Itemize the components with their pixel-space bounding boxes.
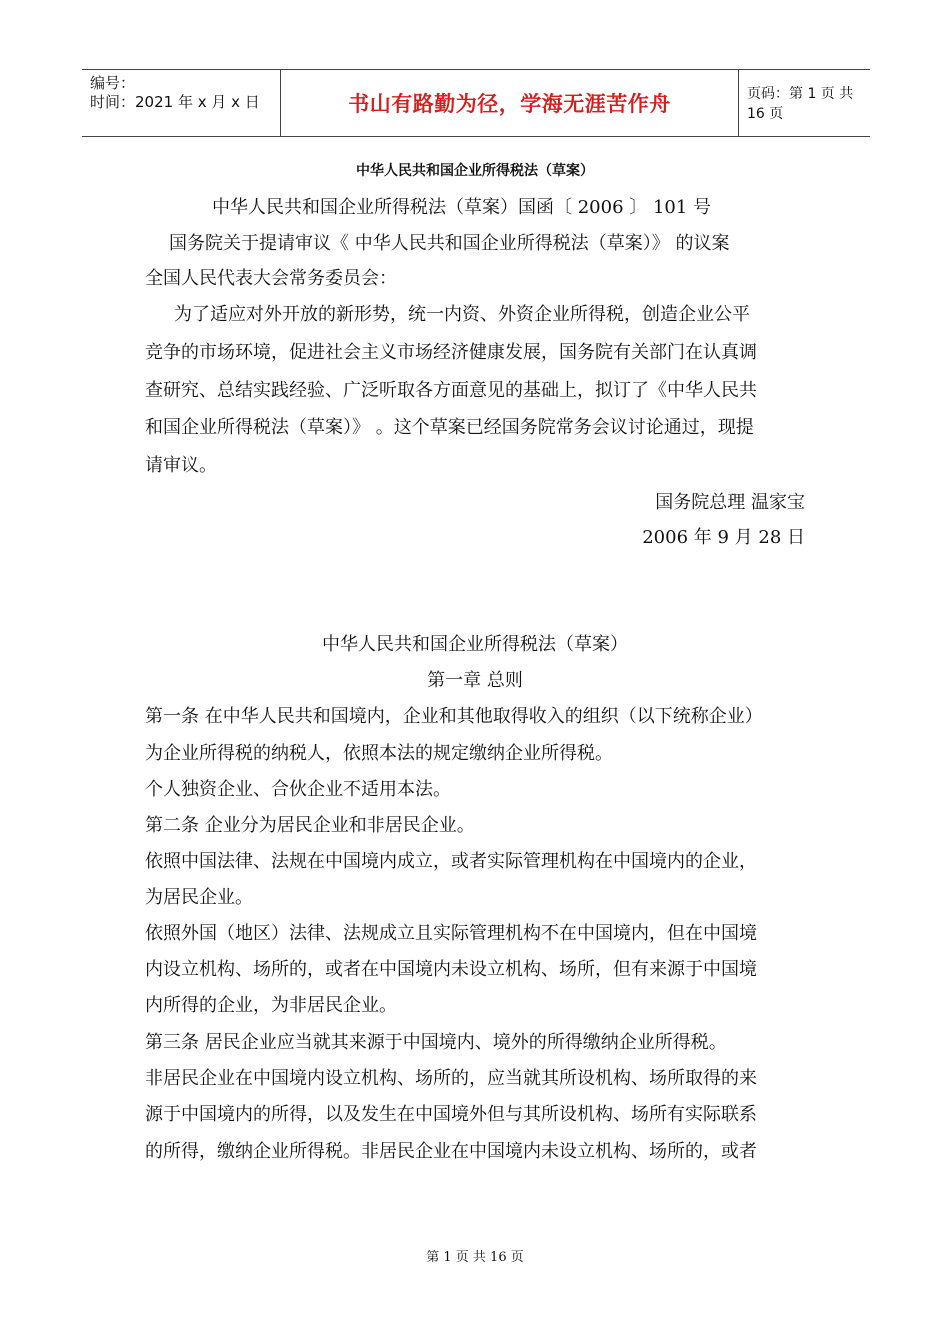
body-line: 内所得的企业，为非居民企业。	[145, 995, 397, 1016]
body-line: 为居民企业。	[145, 887, 253, 908]
body-line: 的所得，缴纳企业所得税。非居民企业在中国境内未设立机构、场所的，或者	[145, 1141, 757, 1162]
intro-line: 和国企业所得税法（草案）》 。这个草案已经国务院常务会议讨论通过，现提	[145, 417, 754, 438]
page-footer: 第 1 页 共 16 页	[426, 1250, 524, 1265]
body-line: 内设立机构、场所的，或者在中国境内未设立机构、场所，但有来源于中国境	[145, 959, 757, 980]
law-title: 中华人民共和国企业所得税法（草案）	[322, 634, 628, 655]
letter-title: 中华人民共和国企业所得税法（草案）国函〔 2006 〕 101 号	[212, 197, 712, 218]
body-line: 依照中国法律、法规在中国境内成立，或者实际管理机构在中国境内的企业，	[145, 851, 757, 872]
time-label: 时间：2021 年 x 月 x 日	[90, 93, 260, 111]
chapter-title: 第一章 总则	[427, 670, 523, 691]
header-meta	[82, 70, 281, 136]
body-line: 为企业所得税的纳税人，依照本法的规定缴纳企业所得税。	[145, 743, 613, 764]
body-line: 依照外国（地区）法律、法规成立且实际管理机构不在中国境内，但在中国境	[145, 923, 757, 944]
intro-line: 竞争的市场环境，促进社会主义市场经济健康发展，国务院有关部门在认真调	[145, 342, 757, 363]
intro-line: 查研究、总结实践经验、广泛听取各方面意见的基础上，拟订了《中华人民共	[145, 380, 757, 401]
date: 2006 年 9 月 28 日	[642, 527, 805, 548]
body-line: 第二条 企业分为居民企业和非居民企业。	[145, 815, 475, 836]
body-line: 个人独资企业、合伙企业不适用本法。	[145, 779, 451, 800]
small-title: 中华人民共和国企业所得税法（草案）	[356, 163, 594, 179]
header-motto-cell	[281, 70, 739, 136]
intro-line: 为了适应对外开放的新形势，统一内资、外资企业所得税，创造企业公平	[174, 304, 750, 325]
body-line: 源于中国境内的所得，以及发生在中国境外但与其所设机构、场所有实际联系	[145, 1104, 757, 1125]
signature: 国务院总理 温家宝	[655, 492, 805, 513]
document-header	[82, 69, 870, 137]
body-line: 第三条 居民企业应当就其来源于中国境内、境外的所得缴纳企业所得税。	[145, 1032, 727, 1053]
header-page-info: 页码：第 1 页 共 16 页	[747, 86, 854, 122]
motto: 书山有路勤为径，学海无涯苦作舟	[348, 92, 671, 116]
body-line: 非居民企业在中国境内设立机构、场所的，应当就其所设机构、场所取得的来	[145, 1068, 757, 1089]
intro-line: 请审议。	[145, 455, 217, 476]
body-line: 第一条 在中华人民共和国境内，企业和其他取得收入的组织（以下统称企业）	[145, 706, 763, 727]
addressee: 全国人民代表大会常务委员会：	[145, 268, 397, 289]
number-label: 编号：	[90, 74, 136, 92]
proposal-title: 国务院关于提请审议《 中华人民共和国企业所得税法（草案）》 的议案	[169, 233, 730, 254]
